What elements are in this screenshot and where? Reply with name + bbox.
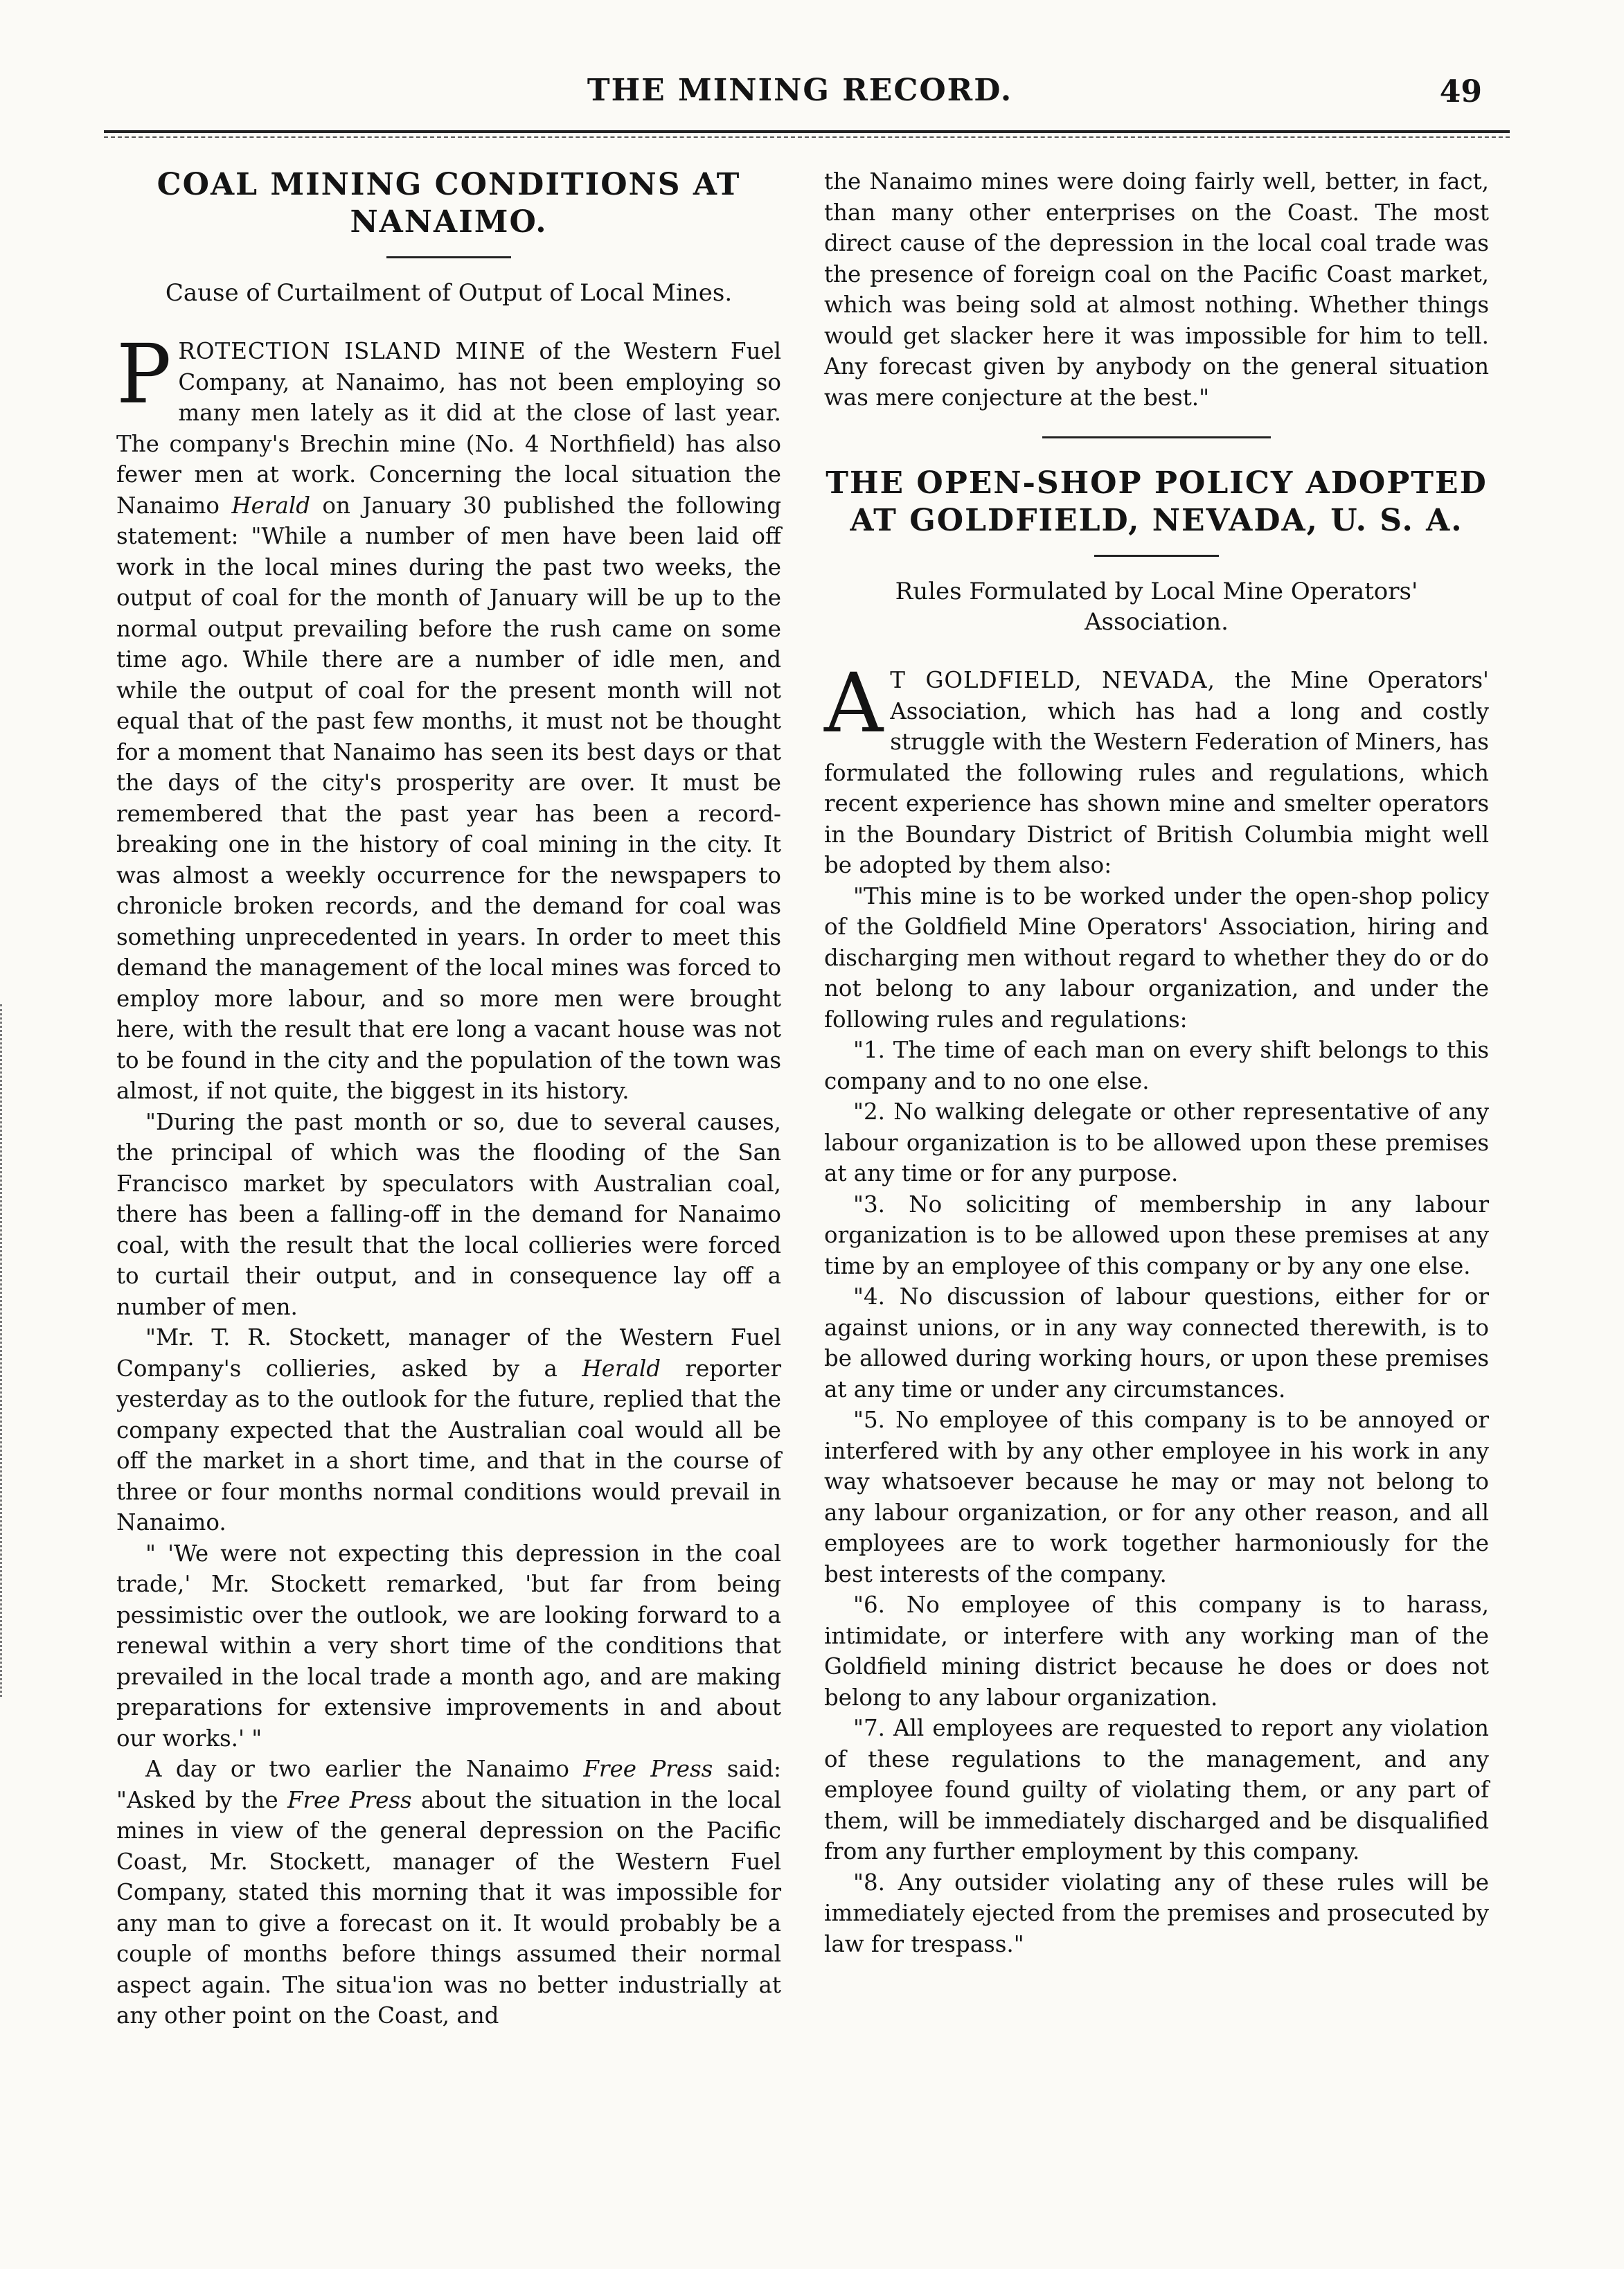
rule-1: "1. The time of each man on every shift belongs to this company and to no one else. <box>824 1037 1489 1094</box>
rule-4: "4. No discussion of labour questions, either for or against unions, or in any way connected therewith, is to be allowed during working hours, or upon these premises at any time or under any circumstances. <box>824 1283 1489 1403</box>
header-rule-dashed <box>104 136 1510 138</box>
paragraph-text: on January 30 published the following statement: "While a number of men have been laid off work in the local mines during the past two weeks, the output of coal for the month of January will be up to the normal output prevailing before the rush came on some time ago. While there are a number of idle men, and while the output of coal for the present month will not equal that of the past few months, it must not be thought for a moment that Nanaimo has seen its best days or that the days of the city's prosperity are over. It must be remembered that the past year has been a record-breaking one in the history of coal mining in the city. It was almost a weekly occurrence for the newspapers to chronicle broken records, and the demand for coal was something unprecedented in years. In order to meet this demand the management of the local mines was forced to employ more labour, and so more men were brought here, with the result that ere long a vacant house was not to be found in the city and the population of the town was almost, if not quite, the biggest in its history. <box>116 492 782 1104</box>
article1-paragraph-5 <box>116 1754 781 2031</box>
dropcap: P <box>116 326 172 422</box>
dropcap: A <box>824 655 884 751</box>
paragraph-text: "Mr. T. R. Stockett, manager of the Western Fuel Company's collieries, asked by a <box>116 1324 781 1382</box>
article1-paragraph-1 <box>116 326 782 1107</box>
page-number: 49 <box>1439 74 1482 109</box>
paragraph-text: reporter yesterday as to the outlook for the future, replied that the company expected that the Australian coal would all be off the market in a short time, and that in the course of three or four months normal conditions would prevail in Nanaimo. <box>116 1355 781 1536</box>
article1-paragraph-4: " 'We were not expecting this depression in the coal trade,' Mr. Stockett remarked, 'but far from being pessimistic over the outlook, we are looking forward to a renewal within a very short time of the conditions that prevailed in the local trade a month ago, and are making preparations for extensive improvements in and about our works.' " <box>116 1540 781 1752</box>
paragraph-text: said: "Asked by the <box>116 1756 781 1813</box>
italic-herald: Herald <box>582 1355 661 1382</box>
paragraph-text: of the Western Fuel Company, at Nanaimo, has not been employing so many men lately as it did at the close of last year. The company's Brechin mine (No. 4 Northfield) has also fewer men at work. Concerning the local situation the Nanaimo <box>116 338 781 519</box>
article2-intro <box>824 655 1489 881</box>
article1-paragraph-6: the Nanaimo mines were doing fairly well, better, in fact, than many other enterprises on the Coast. The most direct cause of the depression in the local coal trade was the presence of foreign coal on the Pacific Coast market, which was being sold at almost nothing. Whether things would get slacker here it was impossible for him to tell. Any forecast given by anybody on the general situation was mere conjecture at the best." <box>824 168 1489 411</box>
article1-subhead: Cause of Curtailment of Output of Local Mines. <box>165 279 733 307</box>
rule-6: "6. No employee of this company is to harass, intimidate, or interfere with any working man of the Goldfield mining district because he does or does not belong to any labour organization. <box>824 1592 1489 1711</box>
rule-2: "2. No walking delegate or other representative of any labour organization is to be allowed upon these premises at any time or for any purpose. <box>824 1098 1489 1186</box>
left-column <box>116 166 781 2031</box>
article2-headline: THE OPEN-SHOP POLICY ADOPTED AT GOLDFIELD, NEVADA, U. S. A. <box>826 465 1488 538</box>
headline-rule <box>1094 555 1219 557</box>
lead-in: ROTECTION ISLAND MINE <box>178 338 526 364</box>
rule-3: "3. No soliciting of membership in any labour organization is to be allowed upon these premises at any time by an employee of this company or by any one else. <box>824 1191 1489 1279</box>
article1-paragraph-2: "During the past month or so, due to several causes, the principal of which was the flooding of the San Francisco market by speculators with Australian coal, there has been a falling-off in the demand for Nanaimo coal, with the result that the local collieries were forced to curtail their output, and in consequence lay off a number of men. <box>116 1108 781 1320</box>
headline-rule <box>386 256 511 258</box>
margin-marks <box>0 1004 12 1697</box>
right-column <box>824 166 1489 1959</box>
rule-5: "5. No employee of this company is to be annoyed or interfered with by any other employee in his work in any way whatsoever because he may or may not belong to any labour organization, or for any other reason, and all employees are to work together harmoniously for the best interests of the company. <box>824 1407 1489 1587</box>
paragraph-text: the Mine Operators' Association, which has had a long and costly struggle with the Western Federation of Miners, has formulated the following rules and regulations, which recent experience has shown mine and smelter operators in the Boundary District of British Columbia might well be adopted by them also: <box>824 667 1489 878</box>
article1-headline: COAL MINING CONDITIONS AT NANAIMO. <box>157 167 741 240</box>
italic-herald: Herald <box>231 492 311 519</box>
article1-paragraph-3 <box>116 1322 781 1538</box>
italic-free-press: Free Press <box>287 1786 412 1813</box>
page-header <box>111 73 1489 121</box>
rule-7: "7. All employees are requested to report any violation of these regulations to the management, and any employee found guilty of violating them, or any part of them, will be immediately discharged and be disqualified from any further employment by this company. <box>824 1715 1489 1865</box>
italic-free-press: Free Press <box>583 1756 713 1782</box>
paragraph-text: about the situation in the local mines in view of the general depression on the Pacific Coast, Mr. Stockett, manager of the Western Fuel Company, stated this morning that it was impossible for any man to give a forecast on it. It would probably be a couple of months before things assumed their normal aspect again. The situa'ion was no better industrially at any other point on the Coast, and <box>116 1786 781 2029</box>
rule-8: "8. Any outsider violating any of these rules will be immediately ejected from the premises and prosecuted by law for trespass." <box>824 1869 1489 1957</box>
paragraph-text: A day or two earlier the Nanaimo <box>145 1756 584 1782</box>
lead-in: T GOLDFIELD, NEVADA, <box>890 667 1215 693</box>
running-title: THE MINING RECORD. <box>587 73 1013 108</box>
article2-subhead: Rules Formulated by Local Mine Operators' Association. <box>895 578 1418 636</box>
header-rule <box>104 130 1510 133</box>
article2-policy: "This mine is to be worked under the open-shop policy of the Goldfield Mine Operators' Association, hiring and discharging men without regard to whether they do or do not belong to any labour organization, and under the following rules and regulations: <box>824 882 1489 1033</box>
article-divider <box>1042 436 1271 438</box>
